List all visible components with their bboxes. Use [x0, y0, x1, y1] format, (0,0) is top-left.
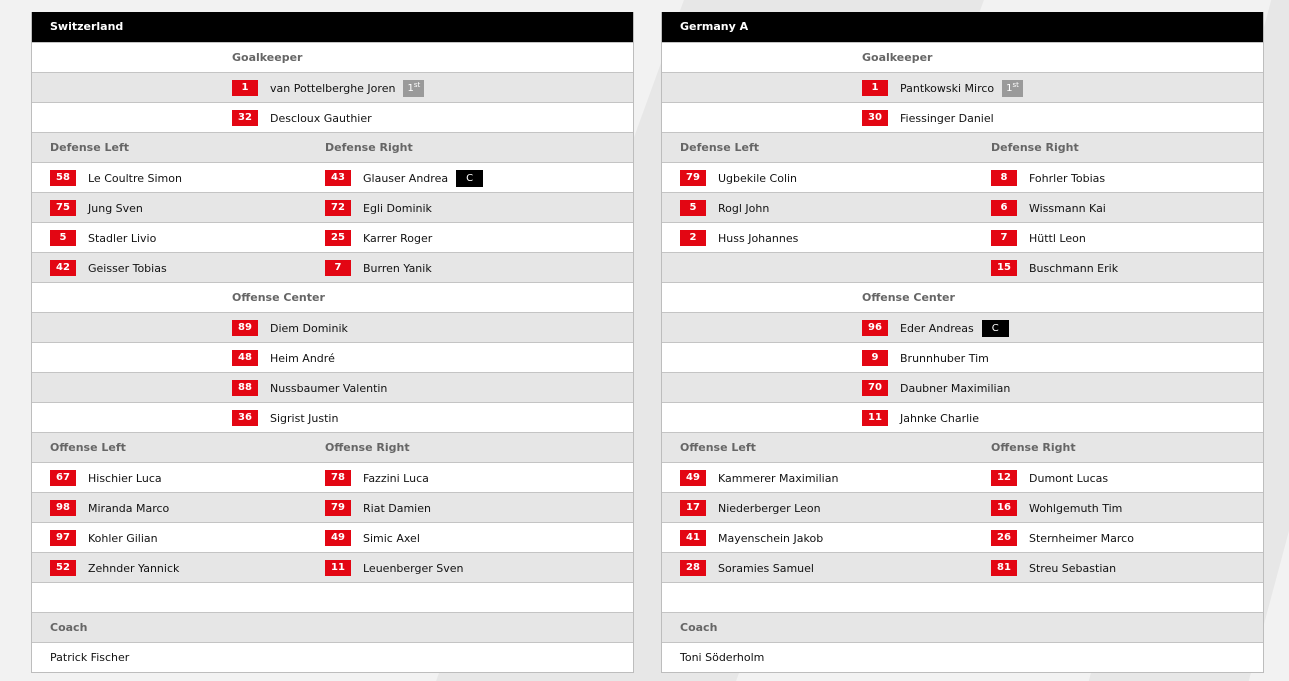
jersey-number: 25 [325, 230, 351, 246]
player-entry[interactable] [325, 230, 432, 246]
player-entry[interactable] [325, 200, 432, 216]
jersey-number: 58 [50, 170, 76, 186]
player-entry[interactable] [862, 410, 979, 426]
player-name[interactable]: Leuenberger Sven [363, 561, 464, 575]
player-entry[interactable] [991, 260, 1118, 276]
jersey-number: 32 [232, 110, 258, 126]
offense-center-heading: Offense Center [862, 291, 955, 304]
table-row [662, 372, 1263, 402]
jersey-number: 11 [862, 410, 888, 426]
player-entry[interactable] [862, 110, 994, 126]
section-heading-row [662, 612, 1263, 642]
table-row [662, 72, 1263, 102]
table-row [32, 552, 633, 582]
player-entry[interactable] [232, 320, 348, 336]
player-name[interactable]: Mayenschein Jakob [718, 531, 824, 545]
section-heading-row [32, 432, 633, 462]
player-name[interactable]: Hüttl Leon [1029, 231, 1086, 245]
defense-right-heading: Defense Right [325, 141, 413, 154]
first-goalie-badge-text: 1st [1006, 80, 1019, 94]
player-name[interactable]: Ugbekile Colin [718, 171, 798, 185]
player-entry[interactable] [50, 170, 182, 186]
player-name[interactable]: Brunnhuber Tim [900, 351, 989, 365]
jersey-number: 41 [680, 530, 706, 546]
player-entry[interactable] [680, 230, 798, 246]
section-heading-row [32, 282, 633, 312]
table-row [32, 222, 633, 252]
player-entry[interactable] [991, 470, 1108, 486]
jersey-number: 75 [50, 200, 76, 216]
player-entry[interactable] [991, 560, 1116, 576]
jersey-number: 42 [50, 260, 76, 276]
player-entry[interactable] [232, 380, 387, 396]
player-name[interactable]: Sigrist Justin [270, 411, 339, 425]
jersey-number: 28 [680, 560, 706, 576]
coach-name: Patrick Fischer [50, 651, 130, 664]
player-name[interactable]: Geisser Tobias [88, 261, 167, 275]
coach-heading: Coach [50, 621, 88, 634]
jersey-number: 96 [862, 320, 888, 336]
table-row [32, 312, 633, 342]
player-entry[interactable] [680, 170, 797, 186]
coach-heading: Coach [680, 621, 718, 634]
first-goalie-badge [403, 80, 424, 97]
jersey-number: 7 [991, 230, 1017, 246]
offense-right-heading: Offense Right [325, 441, 410, 454]
jersey-number: 81 [991, 560, 1017, 576]
jersey-number: 17 [680, 500, 706, 516]
jersey-number: 5 [680, 200, 706, 216]
player-entry[interactable] [680, 200, 769, 216]
jersey-number: 72 [325, 200, 351, 216]
team-name: Germany A [662, 12, 1263, 42]
jersey-number: 79 [680, 170, 706, 186]
player-name[interactable]: Wohlgemuth Tim [1029, 501, 1123, 515]
table-row [662, 552, 1263, 582]
player-name[interactable]: Fazzini Luca [363, 471, 429, 485]
player-name[interactable]: Egli Dominik [363, 201, 432, 215]
jersey-number: 78 [325, 470, 351, 486]
player-entry[interactable] [991, 200, 1106, 216]
table-row [662, 462, 1263, 492]
table-row [662, 102, 1263, 132]
jersey-number: 16 [991, 500, 1017, 516]
jersey-number: 9 [862, 350, 888, 366]
player-entry[interactable] [232, 110, 372, 126]
player-entry[interactable] [50, 200, 143, 216]
section-heading-row [662, 282, 1263, 312]
player-name[interactable]: Hischier Luca [88, 471, 162, 485]
player-name[interactable]: Burren Yanik [363, 261, 432, 275]
offense-center-heading: Offense Center [232, 291, 325, 304]
jersey-number: 8 [991, 170, 1017, 186]
table-row [662, 522, 1263, 552]
player-entry[interactable] [862, 320, 1009, 336]
table-row [32, 192, 633, 222]
player-entry[interactable] [862, 350, 989, 366]
team-panel-germany-a [661, 12, 1264, 673]
player-name[interactable]: Soramies Samuel [718, 561, 814, 575]
jersey-number: 43 [325, 170, 351, 186]
player-name[interactable]: Le Coultre Simon [88, 171, 182, 185]
player-name[interactable]: Rogl John [718, 201, 770, 215]
goalkeeper-heading: Goalkeeper [862, 51, 933, 64]
player-name[interactable]: Jahnke Charlie [900, 411, 979, 425]
table-row [32, 72, 633, 102]
table-row [32, 492, 633, 522]
player-name[interactable]: Miranda Marco [88, 501, 170, 515]
jersey-number: 98 [50, 500, 76, 516]
jersey-number: 11 [325, 560, 351, 576]
player-entry[interactable] [50, 560, 179, 576]
team-name: Switzerland [32, 12, 633, 42]
section-heading-row [662, 132, 1263, 162]
jersey-number: 2 [680, 230, 706, 246]
empty-row [32, 582, 633, 612]
table-row [32, 252, 633, 282]
jersey-number: 30 [862, 110, 888, 126]
player-name[interactable]: Wissmann Kai [1029, 201, 1106, 215]
jersey-number: 49 [680, 470, 706, 486]
team-panel-switzerland [31, 12, 634, 673]
player-name[interactable]: Buschmann Erik [1029, 261, 1119, 275]
player-name[interactable]: Jung Sven [88, 201, 143, 215]
jersey-number: 52 [50, 560, 76, 576]
jersey-number: 79 [325, 500, 351, 516]
jersey-number: 12 [991, 470, 1017, 486]
player-name[interactable]: Pantkowski Mirco [900, 81, 995, 95]
player-entry[interactable] [50, 530, 158, 546]
jersey-number: 1 [862, 80, 888, 96]
player-entry[interactable] [50, 260, 167, 276]
player-name[interactable]: Dumont Lucas [1029, 471, 1109, 485]
table-row [662, 162, 1263, 192]
player-name[interactable]: Simic Axel [363, 531, 420, 545]
table-row [32, 102, 633, 132]
player-name[interactable]: Kohler Gilian [88, 531, 158, 545]
player-name[interactable]: Stadler Livio [88, 231, 157, 245]
jersey-number: 70 [862, 380, 888, 396]
table-row [32, 372, 633, 402]
player-name[interactable]: van Pottelberghe Joren [270, 81, 396, 95]
player-entry[interactable] [50, 470, 162, 486]
jersey-number: 67 [50, 470, 76, 486]
player-entry[interactable] [50, 500, 169, 516]
player-entry[interactable] [991, 500, 1122, 516]
defense-left-heading: Defense Left [50, 141, 130, 154]
table-row [662, 222, 1263, 252]
player-name[interactable]: Huss Johannes [718, 231, 799, 245]
jersey-number: 49 [325, 530, 351, 546]
section-heading-row [32, 42, 633, 72]
player-name[interactable]: Eder Andreas [900, 321, 974, 335]
player-name[interactable]: Streu Sebastian [1029, 561, 1117, 575]
jersey-number: 7 [325, 260, 351, 276]
offense-left-heading: Offense Left [50, 441, 126, 454]
section-heading-row [32, 612, 633, 642]
player-name[interactable]: Niederberger Leon [718, 501, 821, 515]
goalkeeper-heading: Goalkeeper [232, 51, 303, 64]
defense-left-heading: Defense Left [680, 141, 760, 154]
table-row [662, 192, 1263, 222]
player-entry[interactable] [50, 230, 156, 246]
player-name[interactable]: Riat Damien [363, 501, 431, 515]
coach-row [32, 642, 633, 672]
player-entry[interactable] [991, 230, 1086, 246]
player-name[interactable]: Zehnder Yannick [88, 561, 180, 575]
offense-right-heading: Offense Right [991, 441, 1076, 454]
player-entry[interactable] [325, 260, 432, 276]
player-name[interactable]: Glauser Andrea [363, 171, 449, 185]
jersey-number: 1 [232, 80, 258, 96]
table-row [662, 402, 1263, 432]
defense-right-heading: Defense Right [991, 141, 1079, 154]
player-name[interactable]: Fiessinger Daniel [900, 111, 994, 125]
section-heading-row [662, 432, 1263, 462]
player-name[interactable]: Diem Dominik [270, 321, 348, 335]
player-entry[interactable] [325, 170, 483, 186]
player-entry[interactable] [325, 500, 431, 516]
player-name[interactable]: Kammerer Maximilian [718, 471, 839, 485]
player-entry[interactable] [232, 350, 335, 366]
player-name[interactable]: Heim André [270, 351, 335, 365]
player-entry[interactable] [325, 530, 420, 546]
empty-row [662, 582, 1263, 612]
player-name[interactable]: Sternheimer Marco [1029, 531, 1134, 545]
offense-left-heading: Offense Left [680, 441, 756, 454]
jersey-number: 89 [232, 320, 258, 336]
captain-badge: C [456, 170, 483, 187]
player-entry[interactable] [325, 560, 464, 576]
table-row [32, 462, 633, 492]
table-row [32, 522, 633, 552]
jersey-number: 48 [232, 350, 258, 366]
player-entry[interactable] [862, 80, 1023, 96]
table-row [662, 252, 1263, 282]
player-entry[interactable] [680, 560, 814, 576]
section-heading-row [662, 42, 1263, 72]
player-entry[interactable] [232, 410, 338, 426]
jersey-number: 97 [50, 530, 76, 546]
player-name[interactable]: Daubner Maximilian [900, 381, 1011, 395]
player-name[interactable]: Descloux Gauthier [270, 111, 372, 125]
jersey-number: 88 [232, 380, 258, 396]
jersey-number: 26 [991, 530, 1017, 546]
table-row [32, 342, 633, 372]
jersey-number: 5 [50, 230, 76, 246]
jersey-number: 15 [991, 260, 1017, 276]
table-row [662, 492, 1263, 522]
first-goalie-badge [1002, 80, 1023, 97]
table-row [662, 342, 1263, 372]
jersey-number: 36 [232, 410, 258, 426]
section-heading-row [32, 132, 633, 162]
player-entry[interactable] [680, 500, 821, 516]
captain-badge: C [982, 320, 1009, 337]
table-row [32, 162, 633, 192]
table-row [662, 312, 1263, 342]
player-entry[interactable] [680, 530, 823, 546]
coach-name: Toni Söderholm [680, 651, 765, 664]
player-name[interactable]: Karrer Roger [363, 231, 433, 245]
player-entry[interactable] [680, 470, 838, 486]
table-row [32, 402, 633, 432]
coach-row [662, 642, 1263, 672]
player-entry[interactable] [991, 170, 1105, 186]
first-goalie-badge-text: 1st [407, 80, 421, 94]
player-entry[interactable] [991, 530, 1134, 546]
jersey-number: 6 [991, 200, 1017, 216]
player-entry[interactable] [232, 80, 424, 96]
player-name[interactable]: Fohrler Tobias [1029, 171, 1106, 185]
player-entry[interactable] [862, 380, 1010, 396]
player-entry[interactable] [325, 470, 429, 486]
player-name[interactable]: Nussbaumer Valentin [270, 381, 388, 395]
